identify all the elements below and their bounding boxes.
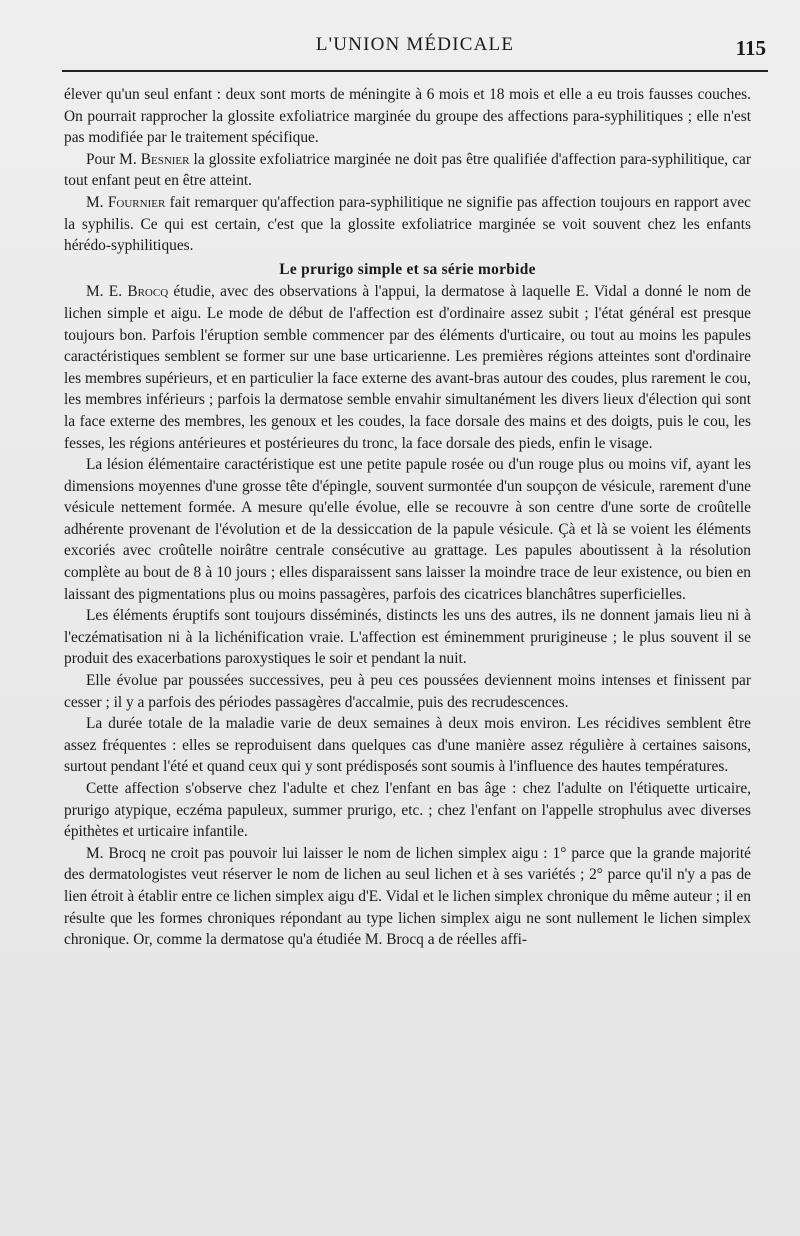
page-number: 115 — [735, 36, 766, 60]
paragraph: Les éléments éruptifs sont toujours disséminés, distincts les uns des autres, ils ne donnent jamais lieu ni à l'eczématisation ni à la lichénification vraie. L'affection est éminemment prurigineuse ; le plus souvent il se produit des exacerbations paroxystiques le soir et pendant la nuit. — [64, 607, 751, 668]
paragraph-lead: M. E. — [86, 283, 128, 301]
person-name: Besnier — [140, 150, 190, 168]
paragraph — [64, 84, 751, 149]
article-body — [64, 84, 751, 951]
paragraph: Elle évolue par poussées successives, peu à peu ces poussées deviennent moins intenses et finissent par cesser ; il y a parfois des périodes passagères d'accalmie, puis des recrudescences. — [64, 672, 751, 711]
paragraph-lead: Pour M. — [86, 150, 141, 168]
paragraph: M. Brocq ne croit pas pouvoir lui laisser le nom de lichen simplex aigu : 1° parce que la grande majorité des dermatologistes veut réserver le nom de lichen au seul lichen et à ses variétés ; 2° parce qu'il n'y a pas de lien étroit à établir entre ce lichen simplex aigu d'E. Vidal et le lichen simplex chronique du même auteur ; il en résulte que les formes chroniques répondant au type lichen simplex aigu ne sont nullement le lichen simplex chronique. Or, comme la dermatose qu'a étudiée M. Brocq a de réelles affi- — [64, 844, 751, 949]
running-title: L'UNION MÉDICALE — [315, 34, 515, 55]
paragraph — [64, 281, 751, 454]
paragraph: La lésion élémentaire caractéristique est une petite papule rosée ou d'un rouge plus ou moins vif, ayant les dimensions moyennes d'une grosse tête d'épingle, souvent surmontée d'un soupçon de vésicule, rarement d'une vésicule nettement formée. A mesure qu'elle évolue, elle se recouvre à son centre d'une sorte de croûtelle adhérente provenant de l'évolution et de la dessiccation de la papule vésicule. Çà et là se voient les éléments excoriés avec croûtelle noirâtre centrale consécutive au grattage. Les papules aboutissent à la résolution complète au bout de 8 à 10 jours ; elles disparaissent sans laisser la moindre trace de leur existence, ou bien en laissant des pigmentations plus ou moins passagères, parfois des cicatrices blanchâtres superficielles. — [64, 456, 751, 603]
header-rule — [62, 70, 768, 72]
paragraph-lead: M. — [86, 193, 108, 211]
paragraph — [64, 149, 751, 192]
person-name: Brocq — [127, 283, 169, 301]
paragraph-text: la glossite exfoliatrice marginée ne doit pas être qualifiée d'affection para-syphilitique, car tout enfant peut en être atteint. — [64, 150, 751, 190]
person-name: Fournier — [107, 193, 166, 211]
page-header — [62, 30, 768, 74]
paragraph: La durée totale de la maladie varie de deux semaines à deux mois environ. Les récidives semblent être assez fréquentes : elles se reproduisent dans quelques cas d'une manière assez régulière à certaines saisons, surtout pendant l'été et quand ceux qui y sont prédisposés sont soumis à l'influence des hautes températures. — [64, 715, 751, 776]
paragraph: Cette affection s'observe chez l'adulte et chez l'enfant en bas âge : chez l'adulte on l'étiquette urticaire, prurigo atypique, eczéma papuleux, summer prurigo, etc. ; chez l'enfant on l'appelle strophulus avec diverses épithètes et urticaire infantile. — [64, 780, 751, 841]
paragraph-text: fait remarquer qu'affection para-syphilitique ne signifie pas affection toujours en rapport avec la syphilis. Ce qui est certain, c'est que la glossite exfoliatrice marginée se voit souvent chez les enfants hérédo-syphilitiques. — [64, 193, 751, 255]
paragraph — [64, 192, 751, 257]
paragraph-text: étudie, avec des observations à l'appui, la dermatose à laquelle E. Vidal a donné le nom de lichen simple et aigu. Le mode de début de l'affection est d'ordinaire assez subit ; l'état général est presque toujours bon. Parfois l'éruption semble commencer par des éléments d'urticaire, ou tout au moins les papules caractéristiques semblent se former sur une base urticarienne. Les premières régions atteintes sont d'ordinaire les membres supérieurs, et en particulier la face externe des avant-bras autour des coudes, plus rarement le cou, les membres inférieurs ; parfois la dermatose semble envahir simultanément les divers lieux d'élection qui sont la face externe des membres, les genoux et les coudes, la face dorsale des mains et des doigts, puis le cou, les fesses, les régions antérieures et postérieures du tronc, la face dorsale des pieds, enfin le visage. — [64, 283, 752, 452]
section-title: Le prurigo simple et sa série morbide — [279, 260, 536, 278]
paragraph-text: élever qu'un seul enfant : deux sont morts de méningite à 6 mois et 18 mois et elle a eu trois fausses couches. On pourrait rapprocher la glossite exfoliatrice marginée du groupe des affections para-syphilitiques ; elle n'est pas modifiée par le traitement spécifique. — [64, 86, 751, 147]
